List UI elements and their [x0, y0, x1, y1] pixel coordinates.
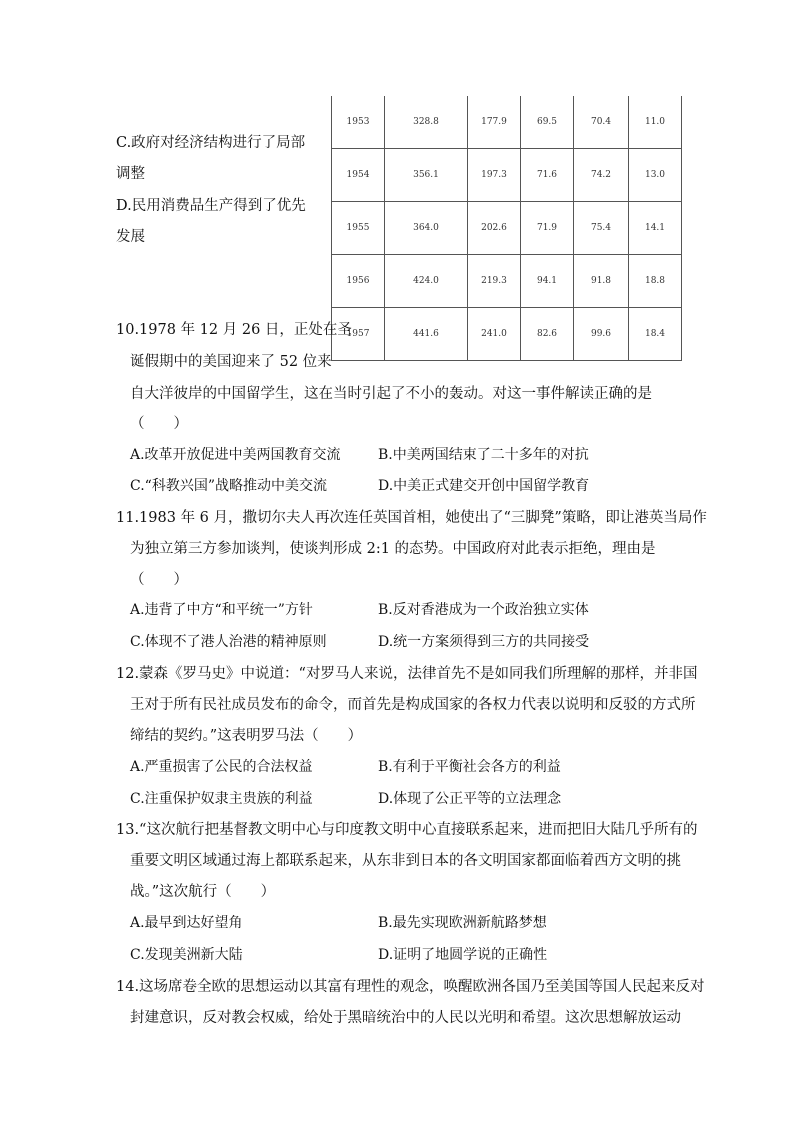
statistics-table [331, 96, 682, 361]
table-cell-year: 1957 [332, 308, 385, 361]
q12-option-a[interactable]: A.严重损害了公民的合法权益 [130, 759, 313, 775]
q11-option-d[interactable]: D.统一方案须得到三方的共同接受 [378, 634, 590, 650]
q12-line-3: 缔结的契约。”这表明罗马法（ ） [130, 728, 363, 744]
q9-option-d-line1: D.民用消费品生产得到了优先 [116, 198, 306, 214]
q11-option-b[interactable]: B.反对香港成为一个政治独立实体 [378, 602, 589, 618]
q10-line-1: 10.1978 年 12 月 26 日，正处在圣 [116, 322, 352, 338]
table-row [332, 149, 682, 202]
q11-line-2: 为独立第三方参加谈判，使谈判形成 2:1 的态势。中国政府对此表示拒绝，理由是 [130, 541, 656, 557]
q9-option-c-line2: 调整 [116, 166, 145, 182]
q11-option-a[interactable]: A.违背了中方“和平统一”方针 [130, 602, 313, 618]
q10-option-c[interactable]: C.“科教兴国”战略推动中美交流 [130, 478, 327, 494]
table-cell-value: 241.0 [468, 308, 521, 361]
q13-option-a[interactable]: A.最早到达好望角 [130, 915, 243, 931]
table-cell-year: 1953 [332, 96, 385, 149]
q13-line-1: 13.“这次航行把基督教文明中心与印度教文明中心直接联系起来，进而把旧大陆几乎所有的 [116, 822, 698, 838]
q10-option-d[interactable]: D.中美正式建交开创中国留学教育 [378, 478, 590, 494]
q14-line-2: 封建意识，反对教会权威，给处于黑暗统治中的人民以光明和希望。这次思想解放运动 [130, 1010, 681, 1026]
q12-line-2: 王对于所有民社成员发布的命令，而首先是构成国家的各权力代表以说明和反驳的方式所 [130, 697, 696, 713]
q13-line-3: 战。”这次航行（ ） [130, 884, 276, 900]
table-cell-value: 11.0 [629, 96, 682, 149]
table-cell-value: 69.5 [521, 96, 574, 149]
table-cell-value: 75.4 [574, 202, 629, 255]
q12-option-b[interactable]: B.有利于平衡社会各方的利益 [378, 759, 561, 775]
table-row [332, 308, 682, 361]
q10-option-a[interactable]: A.改革开放促进中美两国教育交流 [130, 447, 341, 463]
q10-line-2: 诞假期中的美国迎来了 52 位来 [130, 354, 332, 370]
table-cell-value: 94.1 [521, 255, 574, 308]
q10-answer-paren: （ ） [130, 416, 188, 432]
q12-option-c[interactable]: C.注重保护奴隶主贵族的利益 [130, 791, 313, 807]
table-cell-value: 13.0 [629, 149, 682, 202]
table-cell-value: 177.9 [468, 96, 521, 149]
q11-answer-paren: （ ） [130, 572, 188, 588]
table-cell-year: 1954 [332, 149, 385, 202]
table-cell-value: 91.8 [574, 255, 629, 308]
table-row [332, 96, 682, 149]
table-row [332, 255, 682, 308]
q9-option-c-line1: C.政府对经济结构进行了局部 [116, 135, 306, 151]
q12-option-d[interactable]: D.体现了公正平等的立法理念 [378, 791, 562, 807]
table-cell-value: 71.6 [521, 149, 574, 202]
table-cell-value: 441.6 [385, 308, 468, 361]
q11-line-1: 11.1983 年 6 月，撒切尔夫人再次连任英国首相，她使出了“三脚凳”策略，即让港英当局作 [116, 510, 707, 526]
table-cell-year: 1955 [332, 202, 385, 255]
q13-option-c[interactable]: C.发现美洲新大陆 [130, 947, 243, 963]
table-cell-value: 18.4 [629, 308, 682, 361]
table-cell-value: 202.6 [468, 202, 521, 255]
table-cell-value: 82.6 [521, 308, 574, 361]
table-cell-value: 364.0 [385, 202, 468, 255]
table-row [332, 202, 682, 255]
table-cell-value: 18.8 [629, 255, 682, 308]
q11-option-c[interactable]: C.体现不了港人治港的精神原则 [130, 634, 327, 650]
table-cell-value: 14.1 [629, 202, 682, 255]
table-cell-value: 328.8 [385, 96, 468, 149]
table-cell-value: 356.1 [385, 149, 468, 202]
q12-line-1: 12.蒙森《罗马史》中说道：“对罗马人来说，法律首先不是如同我们所理解的那样，并非国 [116, 666, 698, 682]
q13-option-b[interactable]: B.最先实现欧洲新航路梦想 [378, 915, 547, 931]
table-cell-value: 70.4 [574, 96, 629, 149]
q14-line-1: 14.这场席卷全欧的思想运动以其富有理性的观念，唤醒欧洲各国乃至美国等国人民起来反对 [116, 979, 705, 995]
table-cell-value: 99.6 [574, 308, 629, 361]
q9-option-d-line2: 发展 [116, 229, 145, 245]
table-cell-value: 424.0 [385, 255, 468, 308]
table-cell-value: 74.2 [574, 149, 629, 202]
q13-line-2: 重要文明区域通过海上都联系起来，从东非到日本的各文明国家都面临着西方文明的挑 [130, 853, 681, 869]
table-cell-value: 197.3 [468, 149, 521, 202]
q10-option-b[interactable]: B.中美两国结束了二十多年的对抗 [378, 447, 589, 463]
q10-line-3: 自大洋彼岸的中国留学生，这在当时引起了不小的轰动。对这一事件解读正确的是 [130, 386, 652, 402]
table-cell-value: 219.3 [468, 255, 521, 308]
table-cell-year: 1956 [332, 255, 385, 308]
table-cell-value: 71.9 [521, 202, 574, 255]
q13-option-d[interactable]: D.证明了地圆学说的正确性 [378, 947, 548, 963]
